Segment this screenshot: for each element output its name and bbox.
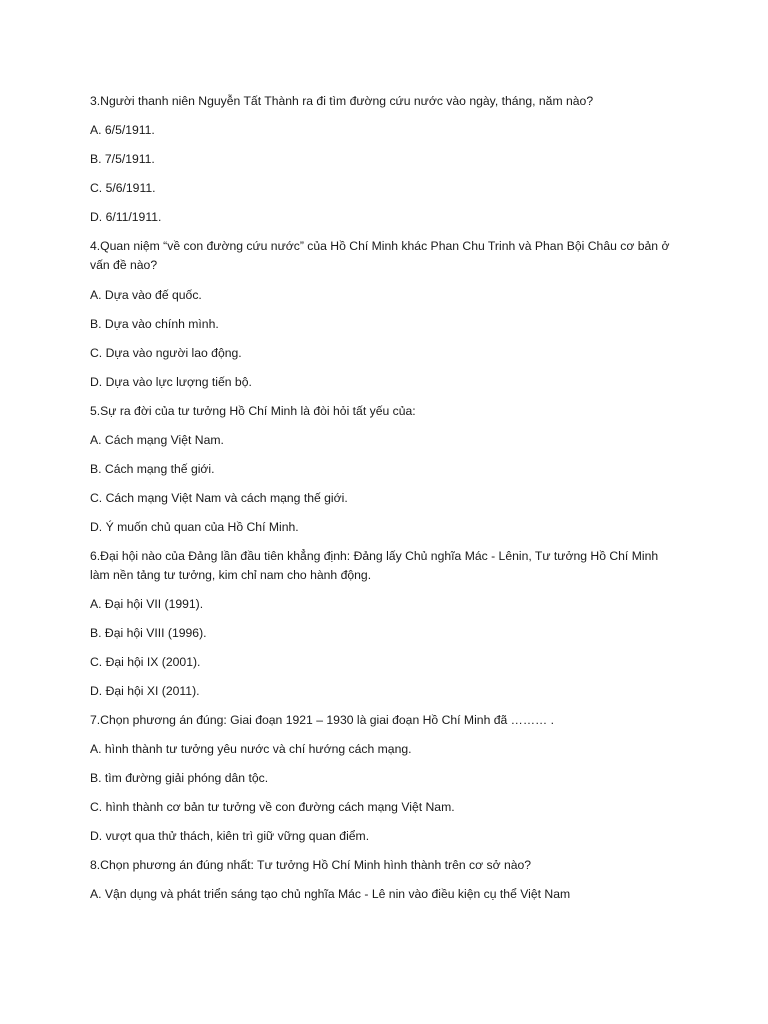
question-3-option-d: D. 6/11/1911. bbox=[90, 210, 162, 224]
question-5-option-a: A. Cách mạng Việt Nam. bbox=[90, 433, 224, 447]
question-4-text: 4.Quan niệm “về con đường cứu nước” của Hồ Chí Minh khác Phan Chu Trinh và Phan Bội Châu cơ bản ở vấn đề nào? bbox=[90, 239, 670, 272]
question-5-option-d: D. Ý muốn chủ quan của Hồ Chí Minh. bbox=[90, 520, 299, 534]
question-4-option-d: D. Dựa vào lực lượng tiến bộ. bbox=[90, 375, 252, 389]
question-5-option-b: B. Cách mạng thế giới. bbox=[90, 462, 215, 476]
question-3-option-b: B. 7/5/1911. bbox=[90, 152, 155, 166]
question-6-option-c: C. Đại hội IX (2001). bbox=[90, 655, 201, 669]
question-3-text: 3.Người thanh niên Nguyễn Tất Thành ra đi tìm đường cứu nước vào ngày, tháng, năm nào? bbox=[90, 94, 594, 108]
question-4-option-c: C. Dựa vào người lao động. bbox=[90, 346, 242, 360]
question-8-option-a: A. Vận dụng và phát triển sáng tạo chủ nghĩa Mác - Lê nin vào điều kiện cụ thể Việt Nam bbox=[90, 887, 571, 901]
question-6-option-b: B. Đại hội VIII (1996). bbox=[90, 626, 207, 640]
question-5-text: 5.Sự ra đời của tư tưởng Hồ Chí Minh là đòi hỏi tất yếu của: bbox=[90, 404, 416, 418]
question-4-option-b: B. Dựa vào chính mình. bbox=[90, 317, 219, 331]
question-6-option-d: D. Đại hội XI (2011). bbox=[90, 684, 200, 698]
question-7-option-b: B. tìm đường giải phóng dân tộc. bbox=[90, 771, 269, 785]
question-3-option-c: C. 5/6/1911. bbox=[90, 181, 156, 195]
question-6-option-a: A. Đại hội VII (1991). bbox=[90, 597, 204, 611]
question-8-text: 8.Chọn phương án đúng nhất: Tư tưởng Hồ Chí Minh hình thành trên cơ sở nào? bbox=[90, 858, 532, 872]
question-7-text: 7.Chọn phương án đúng: Giai đoạn 1921 – 1930 là giai đoạn Hồ Chí Minh đã ……… . bbox=[90, 713, 555, 727]
question-3-option-a: A. 6/5/1911. bbox=[90, 123, 155, 137]
question-6-text: 6.Đại hội nào của Đảng lần đầu tiên khẳng định: Đảng lấy Chủ nghĩa Mác - Lênin, Tư tưởng Hồ Chí Minh làm nền tảng tư tưởng, kim chỉ nam cho hành động. bbox=[90, 549, 659, 582]
question-5-option-c: C. Cách mạng Việt Nam và cách mạng thế giới. bbox=[90, 491, 348, 505]
question-7-option-c: C. hình thành cơ bản tư tưởng về con đường cách mạng Việt Nam. bbox=[90, 800, 455, 814]
question-7-option-a: A. hình thành tư tưởng yêu nước và chí hướng cách mạng. bbox=[90, 742, 412, 756]
question-7-option-d: D. vượt qua thử thách, kiên trì giữ vững quan điểm. bbox=[90, 829, 370, 843]
question-4-option-a: A. Dựa vào đế quốc. bbox=[90, 288, 202, 302]
